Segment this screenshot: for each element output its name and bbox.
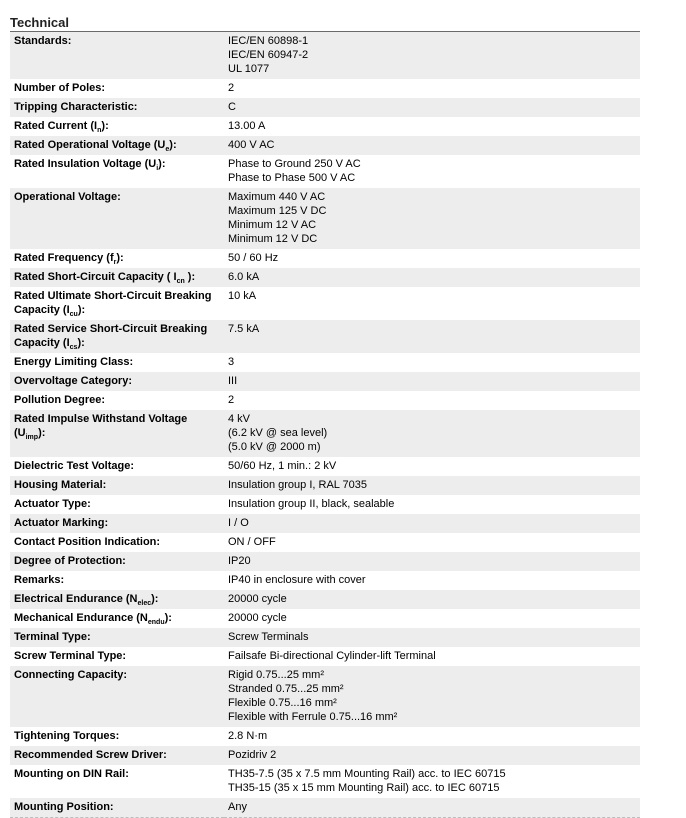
spec-value-line: Maximum 440 V AC [228,191,326,203]
spec-value [224,590,640,609]
spec-value-line: Failsafe Bi-directional Cylinder-lift Terminal [228,650,436,662]
section-title: Technical [10,14,640,32]
spec-value-line: Insulation group I, RAL 7035 [228,479,368,491]
spec-row [10,372,640,391]
spec-value-line: Screw Terminals [228,631,309,643]
spec-row [10,590,640,609]
spec-label: Rated Short-Circuit Capacity ( $I_{cn}$ ): [10,268,224,287]
spec-label: Contact Position Indication: [10,533,224,552]
spec-label: Dielectric Test Voltage: [10,457,224,476]
spec-value-line: Rigid 0.75...25 mm² [228,669,324,681]
spec-value-line: 7.5 kA [228,323,260,335]
spec-value [224,249,640,268]
spec-value [224,391,640,410]
spec-value-line: I / O [228,517,249,529]
spec-label: Rated Service Short-Circuit Breaking Capacity $(I_{cs})$: [10,320,224,353]
spec-value-line: (5.0 kV @ 2000 m) [228,441,321,453]
spec-value-line: 400 V AC [228,139,275,151]
spec-value-line: C [228,101,236,113]
spec-value-line: IP20 [228,555,251,567]
spec-value [224,372,640,391]
spec-label: Rated Operational Voltage $(U_e)$: [10,136,224,155]
spec-row [10,765,640,798]
spec-value-line: 4 kV [228,413,251,425]
spec-label: Remarks: [10,571,224,590]
spec-value [224,609,640,628]
spec-value-line: 2.8 N·m [228,730,268,742]
spec-row [10,410,640,457]
spec-row [10,533,640,552]
spec-value-line: (6.2 kV @ sea level) [228,427,328,439]
spec-label: Energy Limiting Class: [10,353,224,372]
spec-value-line: Minimum 12 V AC [228,219,317,231]
spec-label: Terminal Type: [10,628,224,647]
specs-table [10,32,640,818]
spec-value [224,155,640,188]
spec-value [224,727,640,746]
spec-value-line: 13.00 A [228,120,266,132]
spec-value [224,136,640,155]
spec-row [10,155,640,188]
spec-value [224,268,640,287]
spec-label: Rated Insulation Voltage $(U_i)$: [10,155,224,188]
spec-row [10,117,640,136]
spec-row [10,287,640,320]
spec-row [10,457,640,476]
spec-label: Number of Poles: [10,79,224,98]
spec-value-line: 20000 cycle [228,593,287,605]
spec-value [224,476,640,495]
spec-row [10,495,640,514]
spec-value-line: Flexible with Ferrule 0.75...16 mm² [228,711,398,723]
spec-value-line: ON / OFF [228,536,276,548]
spec-label: Electrical Endurance $(N_{elec})$: [10,590,224,609]
spec-row [10,79,640,98]
spec-row [10,727,640,746]
spec-row [10,353,640,372]
spec-label: Mounting Position: [10,798,224,818]
spec-row [10,136,640,155]
technical-section [10,14,640,818]
spec-value [224,533,640,552]
spec-value [224,666,640,727]
spec-value-line: III [228,375,238,387]
spec-value-line: 20000 cycle [228,612,287,624]
spec-label: Housing Material: [10,476,224,495]
spec-label: Actuator Marking: [10,514,224,533]
spec-label: Degree of Protection: [10,552,224,571]
spec-row [10,188,640,249]
spec-value-line: Any [228,801,247,813]
spec-value-line: TH35-7.5 (35 x 7.5 mm Mounting Rail) acc. to IEC 60715 [228,768,506,780]
spec-value-line: 50 / 60 Hz [228,252,279,264]
spec-label: Connecting Capacity: [10,666,224,727]
spec-value-line: 3 [228,356,235,368]
spec-value-line: 50/60 Hz, 1 min.: 2 kV [228,460,337,472]
spec-value [224,353,640,372]
spec-value-line: Maximum 125 V DC [228,205,327,217]
spec-value-line: 10 kA [228,290,257,302]
spec-value-line: Phase to Phase 500 V AC [228,172,356,184]
spec-label: Pollution Degree: [10,391,224,410]
spec-row [10,391,640,410]
spec-row [10,32,640,79]
spec-label: Mechanical Endurance $(N_{endu})$: [10,609,224,628]
spec-value [224,628,640,647]
spec-label: Tightening Torques: [10,727,224,746]
spec-label: Screw Terminal Type: [10,647,224,666]
spec-label: Recommended Screw Driver: [10,746,224,765]
spec-label: Operational Voltage: [10,188,224,249]
spec-row [10,647,640,666]
spec-row [10,552,640,571]
spec-row [10,476,640,495]
spec-value-line: Pozidriv 2 [228,749,277,761]
spec-row [10,666,640,727]
spec-value [224,320,640,353]
spec-row [10,320,640,353]
spec-label: Rated Current $(I_n)$: [10,117,224,136]
spec-value [224,571,640,590]
spec-row [10,268,640,287]
spec-label: Rated Ultimate Short-Circuit Breaking Capacity $(I_{cu})$: [10,287,224,320]
spec-value-line: Stranded 0.75...25 mm² [228,683,344,695]
spec-row [10,249,640,268]
spec-value [224,798,640,818]
spec-row [10,571,640,590]
spec-value [224,765,640,798]
spec-value-line: IEC/EN 60898-1 [228,35,309,47]
spec-value [224,647,640,666]
spec-row [10,746,640,765]
spec-value-line: UL 1077 [228,63,270,75]
spec-row [10,609,640,628]
spec-value [224,188,640,249]
spec-value [224,552,640,571]
spec-value [224,457,640,476]
spec-value-line: 6.0 kA [228,271,260,283]
spec-value [224,410,640,457]
spec-value [224,287,640,320]
spec-row [10,628,640,647]
spec-value-line: IP40 in enclosure with cover [228,574,366,586]
spec-label: Mounting on DIN Rail: [10,765,224,798]
spec-label: Overvoltage Category: [10,372,224,391]
spec-value-line: Minimum 12 V DC [228,233,318,245]
spec-value-line: 2 [228,394,235,406]
spec-label: Actuator Type: [10,495,224,514]
spec-value [224,495,640,514]
spec-value [224,117,640,136]
spec-value-line: TH35-15 (35 x 15 mm Mounting Rail) acc. to IEC 60715 [228,782,500,794]
spec-row [10,514,640,533]
spec-value-line: IEC/EN 60947-2 [228,49,309,61]
spec-value [224,79,640,98]
spec-row [10,798,640,818]
spec-value [224,32,640,79]
spec-row [10,98,640,117]
spec-label: Rated Impulse Withstand Voltage $(U_{imp})$: [10,410,224,457]
spec-value [224,98,640,117]
spec-value-line: Insulation group II, black, sealable [228,498,395,510]
spec-value-line: 2 [228,82,235,94]
spec-label: Standards: [10,32,224,79]
spec-label: Tripping Characteristic: [10,98,224,117]
spec-value-line: Phase to Ground 250 V AC [228,158,361,170]
spec-value [224,514,640,533]
spec-value-line: Flexible 0.75...16 mm² [228,697,337,709]
spec-label: Rated Frequency $(f_r)$: [10,249,224,268]
spec-value [224,746,640,765]
